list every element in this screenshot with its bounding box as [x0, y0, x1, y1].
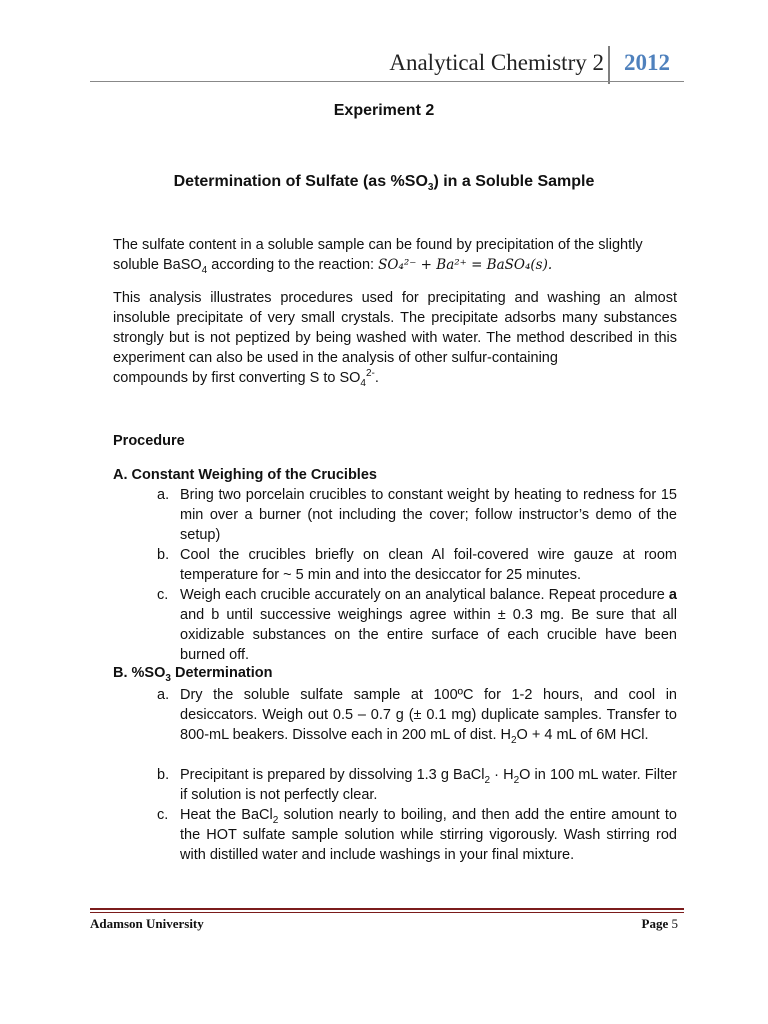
page-title: Determination of Sulfate (as $\%SO_3$) in a Soluble Sample	[173, 173, 595, 194]
footer-rule	[90, 912, 684, 913]
header-title: Analytical Chemistry 2	[389, 50, 604, 75]
list-item: c. Heat the BaCl$_2$ solution nearly to boiling, and then add the entire amount to the HOT sulfate sample solution while stirring vigorously. Wash stirring rod with distilled water and include washings in your final mixture.	[157, 807, 677, 863]
page-number: Page 5	[641, 916, 678, 931]
list-item: a. Bring two porcelain crucibles to constant weight by heating to redness for 15 min over a burner (not including the cover; follow instructor’s demo of the setup)	[157, 487, 677, 543]
footer-rule	[90, 908, 684, 910]
header-rule	[90, 81, 684, 82]
header-year: 2012	[624, 50, 670, 75]
footer-institution: Adamson University	[90, 916, 204, 931]
list-item: c. Weigh each crucible accurately on an analytical balance. Repeat procedure a and b until successive weighings agree within ± 0.3 mg. Be sure that all oxidizable substances on the entire surface of each crucible have been burned off.	[157, 587, 677, 663]
list-item: b. Cool the crucibles briefly on clean Al foil-covered wire gauze at room temperature for ~ 5 min and into the desiccator for 25 minutes.	[157, 547, 677, 583]
header-divider	[608, 46, 610, 84]
list-item: a. Dry the soluble sulfate sample at 100ºC for 1-2 hours, and cool in desiccators. Weigh out 0.5 – 0.7 g (± 0.1 mg) duplicate samples. Transfer to 800-mL beakers. Dissolve each in 200 mL of dist. $H_2O + 4$ mL of 6M HCl.	[157, 687, 677, 746]
reaction-equation: SO₄²⁻ + Ba²⁺ = BaSO₄(s).	[378, 257, 553, 273]
analysis-paragraph: This analysis illustrates procedures used for precipitating and washing an almost insoluble precipitate of very small crystals. The precipitate adsorbs many substances strongly but is not peptized by being washed with water. The method described in this experiment can also be used in the analysis of other sulfur-containing compounds by first converting S to $SO_4^{2-}$.	[113, 290, 677, 389]
section-b-heading: B. $\%SO_3$ Determination	[113, 665, 273, 684]
intro-paragraph: The sulfate content in a soluble sample can be found by precipitation of the slightly soluble BaSO$_4$ according to the reaction: SO₄²⁻ + Ba²⁺ = BaSO₄(s).	[113, 237, 643, 276]
section-a-heading: A. Constant Weighing of the Crucibles	[113, 467, 377, 483]
list-item: b. Precipitant is prepared by dissolving 1.3 g BaCl$_2$ · $H_2O$ in 100 mL water. Filter if solution is not perfectly clear.	[157, 767, 678, 803]
experiment-title: Experiment 2	[333, 102, 435, 119]
procedure-heading: Procedure	[113, 433, 185, 449]
